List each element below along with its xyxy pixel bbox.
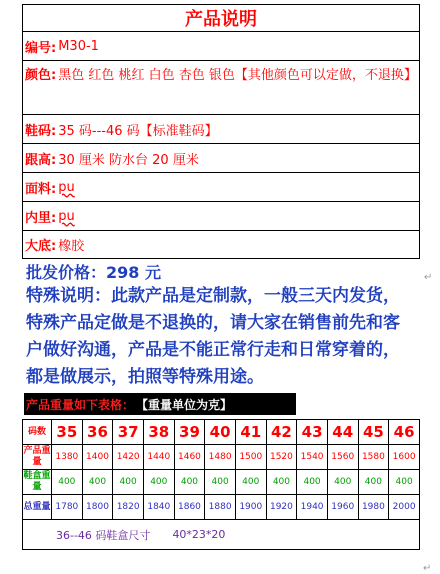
spec-heel-label: 跟高: xyxy=(25,152,57,168)
paragraph-mark-icon: ↵ xyxy=(423,563,432,574)
product-weight-label: 产品重量 xyxy=(23,445,52,470)
total-weight-cell: 2000 xyxy=(389,495,420,520)
spec-upper xyxy=(23,173,419,202)
weight-table xyxy=(22,419,420,520)
box-weight-row xyxy=(23,470,420,495)
size-cell: 38 xyxy=(143,420,174,445)
size-cell: 36 xyxy=(82,420,113,445)
spec-size xyxy=(23,115,419,144)
box-weight-cell: 400 xyxy=(143,470,174,495)
size-row xyxy=(23,420,420,445)
wholesale-section xyxy=(22,259,420,393)
product-weight-cell: 1500 xyxy=(235,445,266,470)
product-weight-row xyxy=(23,445,420,470)
product-weight-cell: 1580 xyxy=(358,445,389,470)
box-weight-cell: 400 xyxy=(205,470,236,495)
size-cell: 44 xyxy=(327,420,358,445)
weight-heading-text: 产品重量如下表格： xyxy=(26,397,135,412)
spec-heel-value: 30 厘米 防水台 20 厘米 xyxy=(58,152,199,168)
spec-lining xyxy=(23,202,419,231)
product-weight-cell: 1420 xyxy=(113,445,144,470)
box-weight-label: 鞋盒重量 xyxy=(23,470,52,495)
weight-unit-note: 【重量单位为克】 xyxy=(136,397,233,412)
size-cell: 41 xyxy=(235,420,266,445)
spec-size-label: 鞋码: xyxy=(25,123,57,139)
product-weight-cell: 1400 xyxy=(82,445,113,470)
product-weight-cell: 1460 xyxy=(174,445,205,470)
total-weight-cell: 1980 xyxy=(358,495,389,520)
size-cell: 40 xyxy=(205,420,236,445)
total-weight-cell: 1960 xyxy=(327,495,358,520)
spec-sole-label: 大底: xyxy=(25,239,57,254)
product-weight-cell: 1440 xyxy=(143,445,174,470)
box-size-dimensions: 40*23*20 xyxy=(172,528,226,541)
size-cell: 39 xyxy=(174,420,205,445)
weight-table-heading xyxy=(24,393,296,415)
box-weight-cell: 400 xyxy=(113,470,144,495)
spec-frame xyxy=(22,4,420,259)
spec-upper-value: pu xyxy=(58,179,75,195)
special-note xyxy=(26,283,416,391)
box-weight-cell: 400 xyxy=(297,470,328,495)
paragraph-mark-icon: ↵ xyxy=(424,272,433,283)
total-weight-cell: 1920 xyxy=(266,495,297,520)
size-cell: 46 xyxy=(389,420,420,445)
size-cell: 45 xyxy=(358,420,389,445)
product-weight-cell: 1480 xyxy=(205,445,236,470)
total-weight-cell: 1900 xyxy=(235,495,266,520)
spec-lining-value: pu xyxy=(58,208,75,224)
total-weight-cell: 1880 xyxy=(205,495,236,520)
box-weight-cell: 400 xyxy=(82,470,113,495)
spec-heel xyxy=(23,144,419,173)
spec-color-value: 黑色 红色 桃红 白色 杏色 银色【其他颜色可以定做，不退换】 xyxy=(58,68,417,83)
product-sheet xyxy=(22,4,420,550)
product-weight-cell: 1600 xyxy=(389,445,420,470)
spec-sole xyxy=(23,231,419,258)
wholesale-label: 批发价格： xyxy=(26,263,107,282)
product-weight-cell: 1540 xyxy=(297,445,328,470)
box-weight-cell: 400 xyxy=(235,470,266,495)
size-row-label: 码数 xyxy=(23,420,52,445)
size-cell: 37 xyxy=(113,420,144,445)
product-weight-cell: 1380 xyxy=(52,445,83,470)
total-weight-cell: 1860 xyxy=(174,495,205,520)
spec-code xyxy=(23,32,419,61)
size-cell: 35 xyxy=(52,420,83,445)
box-weight-cell: 400 xyxy=(327,470,358,495)
spec-lining-label: 内里: xyxy=(25,210,57,226)
special-note-text: 此款产品是定制款，一般三天内发货，特殊产品定做是不退换的，请大家在销售前先和客户做好沟通，产品是不能正常行走和日常穿着的，都是做展示，拍照等特殊用途。 xyxy=(26,286,400,387)
box-weight-cell: 400 xyxy=(358,470,389,495)
box-weight-cell: 400 xyxy=(389,470,420,495)
total-weight-cell: 1780 xyxy=(52,495,83,520)
box-weight-cell: 400 xyxy=(52,470,83,495)
total-weight-label: 总重量 xyxy=(23,495,52,520)
product-weight-cell: 1560 xyxy=(327,445,358,470)
total-weight-row xyxy=(23,495,420,520)
spec-code-value: M30-1 xyxy=(58,38,99,54)
box-weight-cell: 400 xyxy=(266,470,297,495)
special-note-label: 特殊说明： xyxy=(26,286,111,306)
spec-code-label: 编号: xyxy=(25,40,57,56)
box-weight-cell: 400 xyxy=(174,470,205,495)
size-cell: 42 xyxy=(266,420,297,445)
box-size-row xyxy=(22,520,420,550)
wholesale-price xyxy=(26,263,416,283)
box-size-label: 36--46 码鞋盒尺寸 xyxy=(56,528,151,542)
spec-color-label: 颜色: xyxy=(25,68,57,83)
total-weight-cell: 1800 xyxy=(82,495,113,520)
spec-upper-label: 面料: xyxy=(25,181,57,197)
spec-size-value: 35 码---46 码【标准鞋码】 xyxy=(58,123,218,139)
page-title: 产品说明 xyxy=(23,5,419,32)
size-cell: 43 xyxy=(297,420,328,445)
total-weight-cell: 1940 xyxy=(297,495,328,520)
wholesale-value: 298 元 xyxy=(106,263,161,282)
spec-color xyxy=(23,61,419,115)
spec-sole-value: 橡胶 xyxy=(58,239,85,254)
total-weight-cell: 1820 xyxy=(113,495,144,520)
total-weight-cell: 1840 xyxy=(143,495,174,520)
product-weight-cell: 1520 xyxy=(266,445,297,470)
